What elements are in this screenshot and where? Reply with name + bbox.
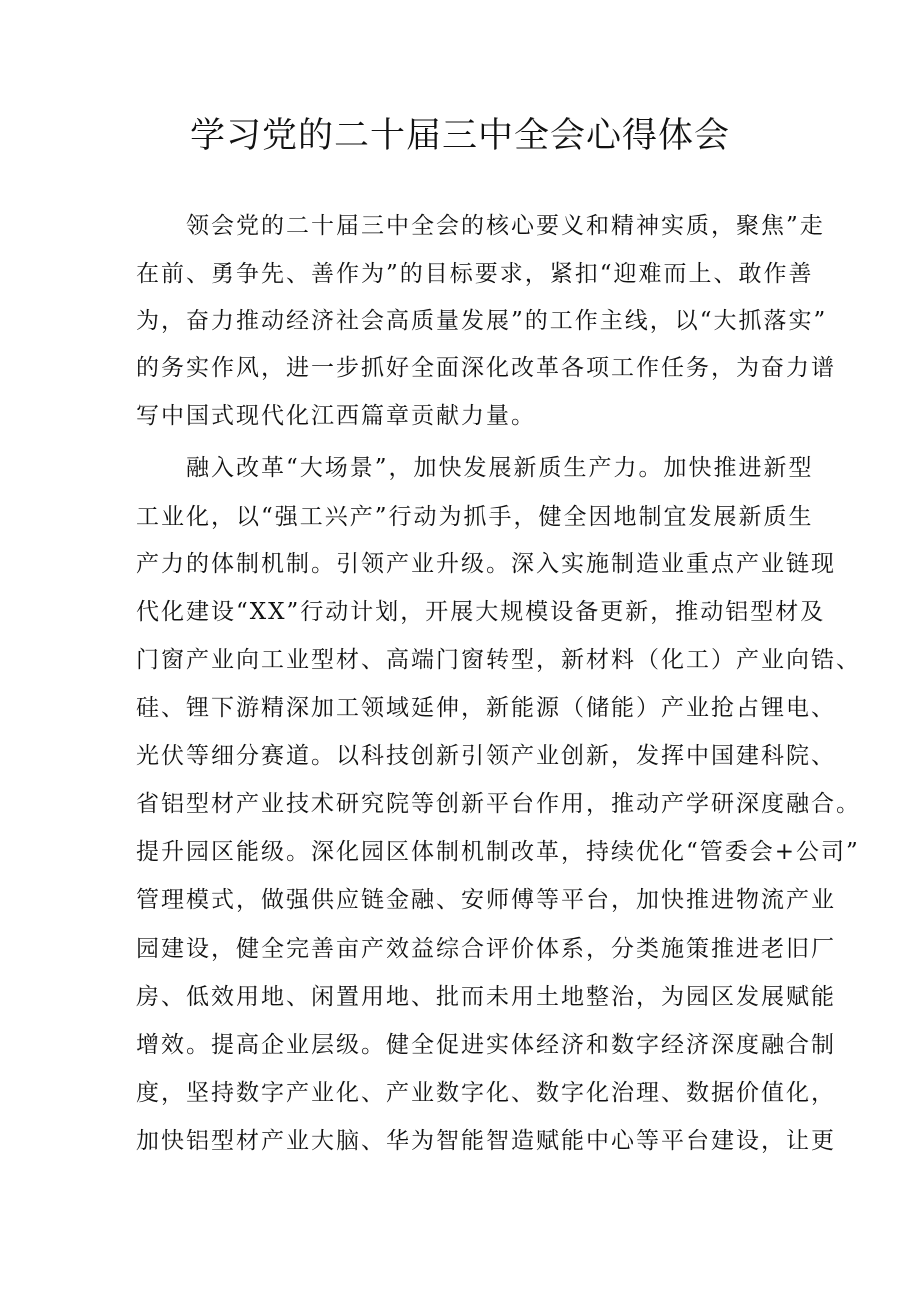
- paragraph-line: 度，坚持数字产业化、产业数字化、数字化治理、数据价值化，: [136, 1080, 836, 1106]
- paragraph-line: 加快铝型材产业大脑、华为智能智造赋能中心等平台建设，让更: [136, 1128, 836, 1154]
- document-title: 学习党的二十届三中全会心得体会: [189, 116, 730, 156]
- paragraph-line: 门窗产业向工业型材、高端门窗转型，新材料（化工）产业向锆、: [136, 647, 861, 673]
- paragraph-line: 产力的体制机制。引领产业升级。深入实施制造业重点产业链现: [136, 551, 836, 577]
- paragraph-line: 写中国式现代化江西篇章贡献力量。: [136, 403, 536, 429]
- paragraph-line: 提升园区能级。深化园区体制机制改革，持续优化“管委会+公司”: [136, 839, 860, 865]
- paragraph-line: 的务实作风，进一步抓好全面深化改革各项工作任务，为奋力谱: [136, 355, 836, 381]
- paragraph-line: 增效。提高企业层级。健全促进实体经济和数字经济深度融合制: [136, 1032, 836, 1058]
- paragraph-line: 光伏等细分赛道。以科技创新引领产业创新，发挥中国建科院、: [136, 743, 836, 769]
- paragraph-line: 园建设，健全完善亩产效益综合评价体系，分类施策推进老旧厂: [136, 936, 836, 962]
- paragraph-line: 省铝型材产业技术研究院等创新平台作用，推动产学研深度融合。: [136, 791, 861, 817]
- paragraph-line: 工业化，以“强工兴产”行动为抓手，健全因地制宜发展新质生: [136, 504, 814, 530]
- paragraph-line: 融入改革“大场景”，加快发展新质生产力。加快推进新型: [136, 455, 814, 481]
- paragraph-line: 房、低效用地、闲置用地、批而未用土地整治，为园区发展赋能: [136, 984, 836, 1010]
- paragraph-line: 为，奋力推动经济社会高质量发展”的工作主线，以“大抓落实”: [136, 308, 828, 334]
- paragraph-line: 硅、锂下游精深加工领域延伸，新能源（储能）产业抢占锂电、: [136, 695, 836, 721]
- paragraph-line: 在前、勇争先、善作为”的目标要求，紧扣“迎难而上、敢作善: [136, 261, 814, 287]
- paragraph-line: 代化建设“XX”行动计划，开展大规模设备更新，推动铝型材及: [136, 599, 826, 625]
- paragraph-line: 管理模式，做强供应链金融、安师傅等平台，加快推进物流产业: [136, 887, 836, 913]
- paragraph-line: 领会党的二十届三中全会的核心要义和精神实质，聚焦”走: [136, 213, 825, 239]
